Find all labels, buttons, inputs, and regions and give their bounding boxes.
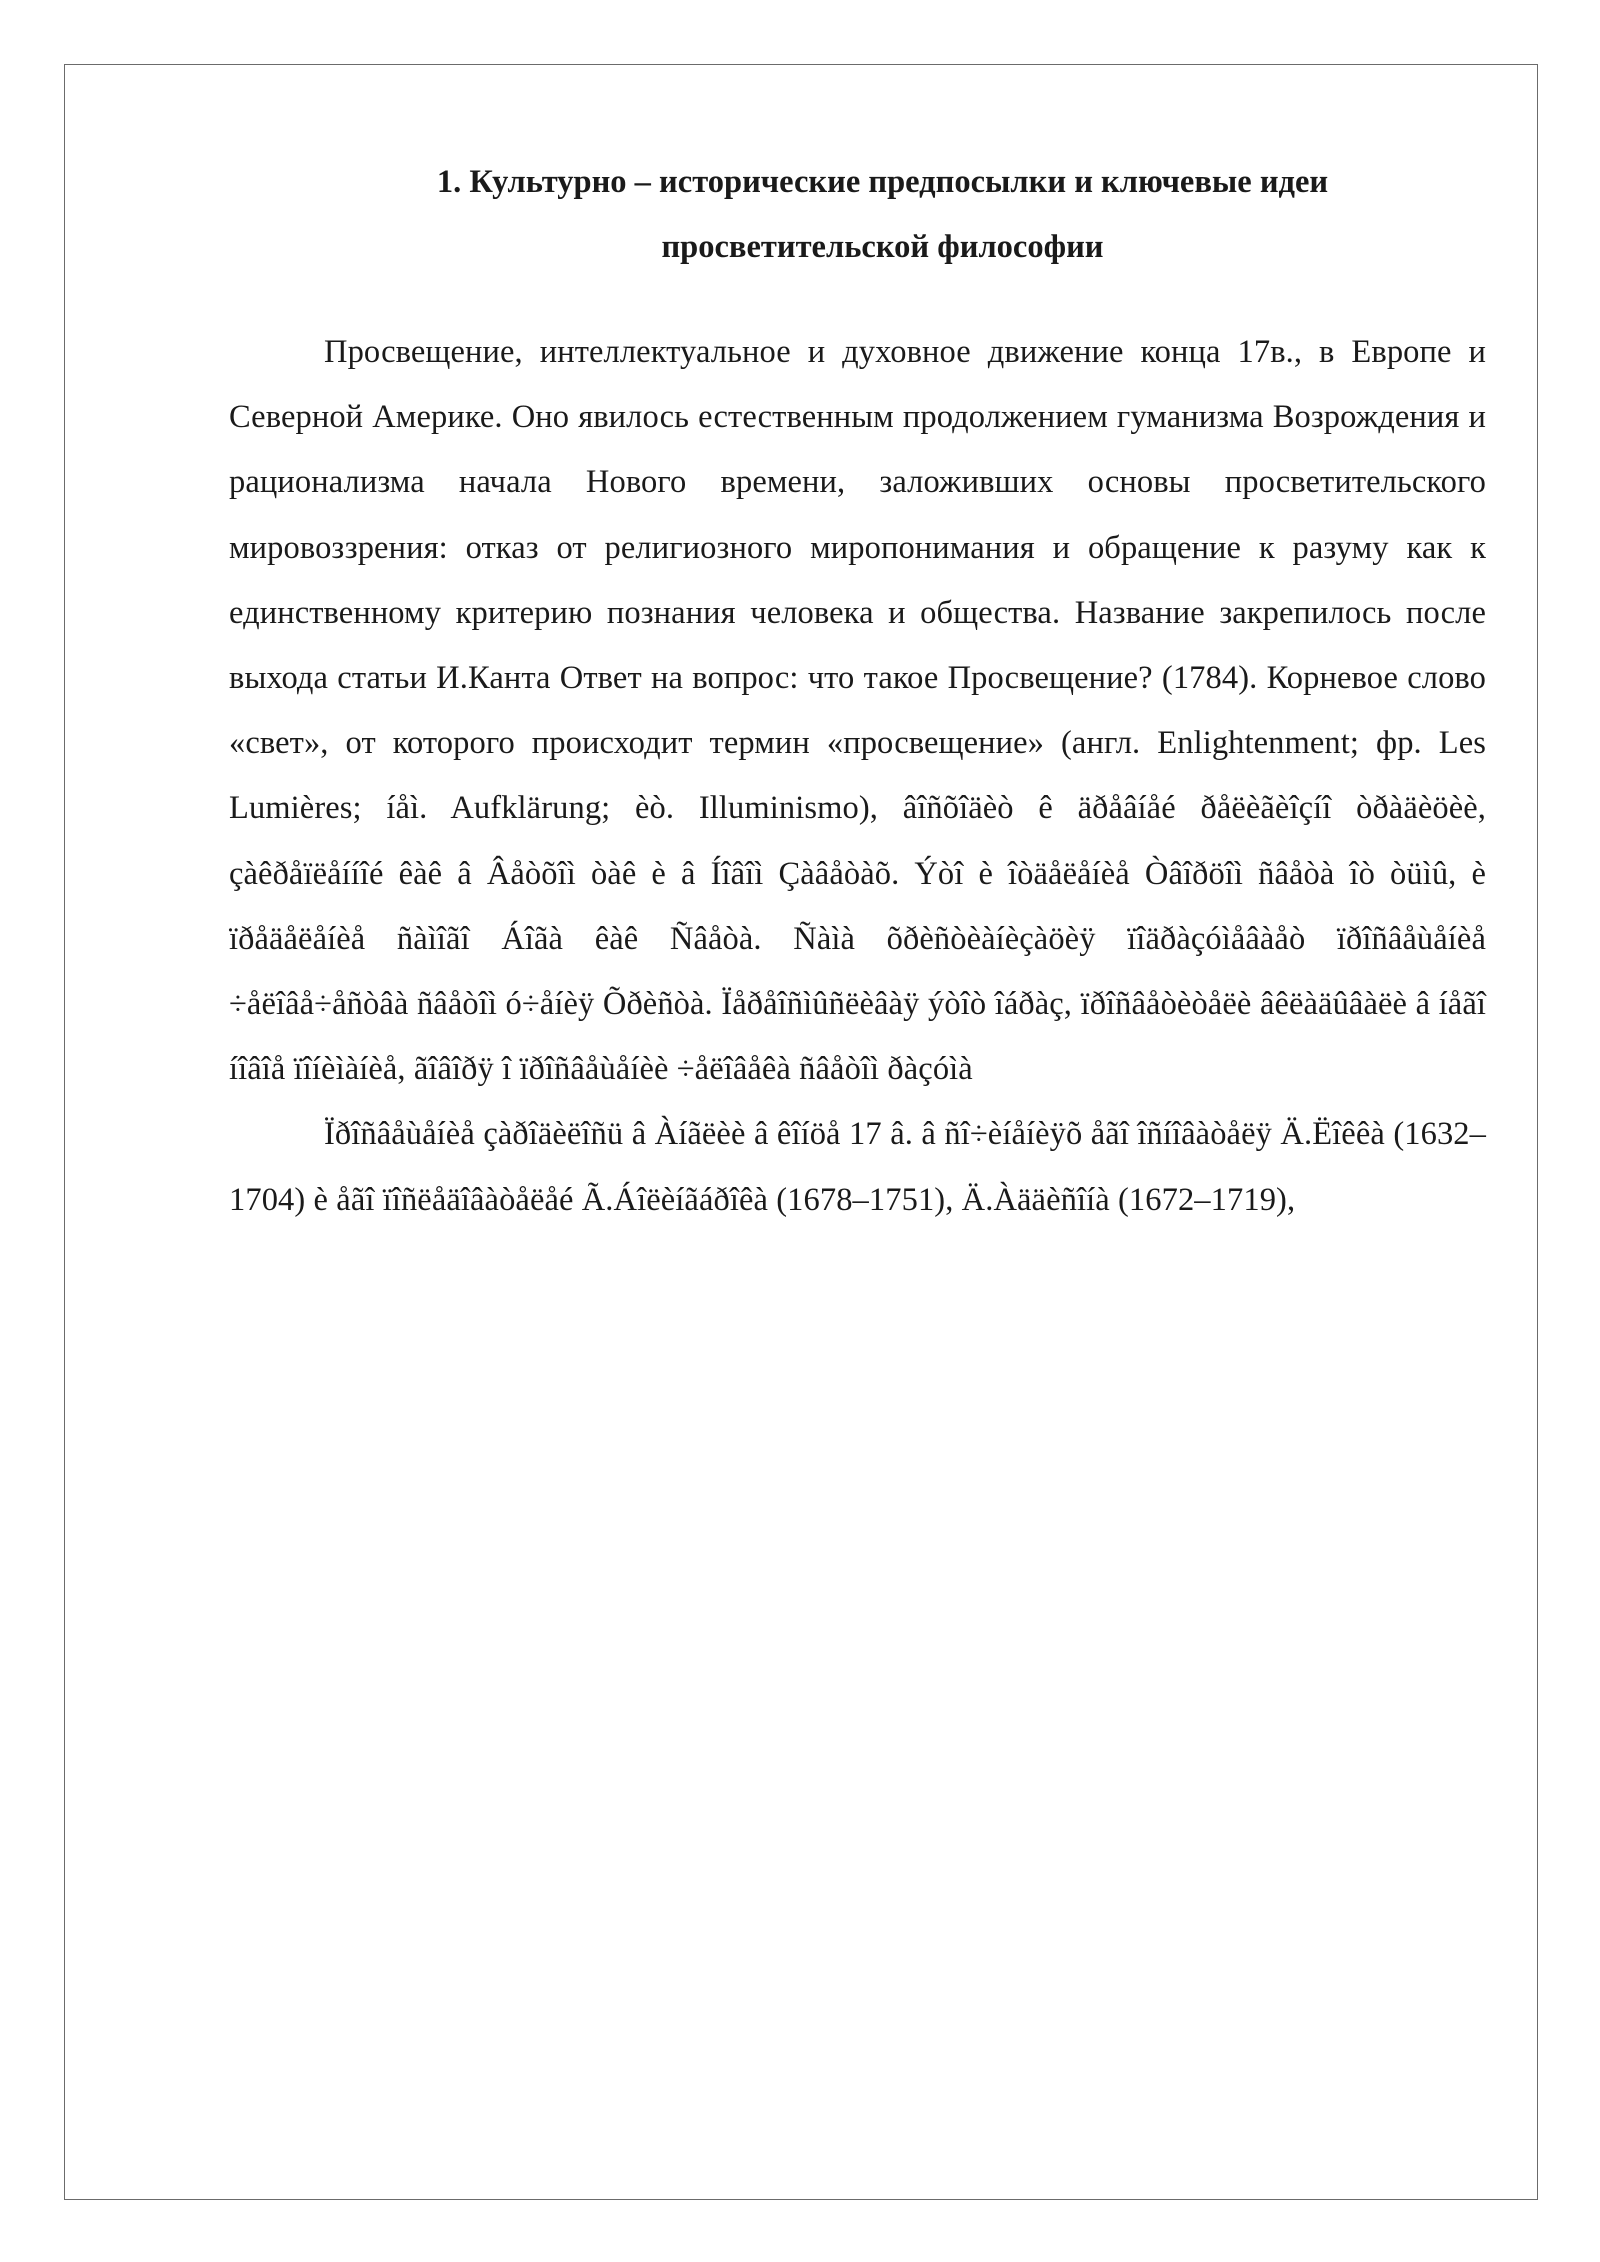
document-body: [229, 150, 1486, 1233]
paragraph-1: Просвещение, интеллектуальное и духовное движение конца 17в., в Европе и Северной Америке. Оно явилось естественным продолжением гуманизма Возрождения и рационализма начала Нового времени, заложивших основы просветительского мировоззрения: отказ от религиозного миропонимания и обращение к разуму как к единственному критерию познания человека и общества. Название закрепилось после выхода статьи И.Канта Ответ на вопрос: что такое Просвещение? (1784). Корневое слово «свет», от которого происходит термин «просвещение» (англ. Enlightenment; фр. Les Lumières; íåì. Aufklärung; èò. Illuminismo), âîñõîäèò ê äðåâíåé ðåëèãèîçíî òðàäèöèè, çàêðåïëåííîé êàê â Âåòõîì òàê è â Íîâîì Çàâåòàõ. Ýòî è îòäåëåíèå Òâîðöîì ñâåòà îò òüìû, è ïðåäåëåíèå ñàìîãî Áîãà êàê Ñâåòà. Ñàìà õðèñòèàíèçàöèÿ ïîäðàçóìåâàåò ïðîñâåùåíèå ÷åëîâå÷åñòâà ñâåòîì ó÷åíèÿ Õðèñòà. Ïåðåîñìûñëèâàÿ ýòîò îáðàç, ïðîñâåòèòåëè âêëàäûâàëè â íåãî íîâîå ïîíèìàíèå, ãîâîðÿ î ïðîñâåùåíèè ÷åëîâåêà ñâåòîì ðàçóìà: [229, 334, 1486, 1088]
title-line-2: просветительской философии: [661, 229, 1104, 265]
title-line-1: 1. Культурно – исторические предпосылки и ключевые идеи: [436, 164, 1329, 200]
paragraph-2: Ïðîñâåùåíèå çàðîäèëîñü â Àíãëèè â êîíöå 17 â. â ñî÷èíåíèÿõ åãî îñíîâàòåëÿ Ä.Ëîêêà (1632–1704) è åãî ïîñëåäîâàòåëåé Ã.Áîëèíãáðîêà (1678–1751), Ä.Àääèñîíà (1672–1719),: [229, 1116, 1486, 1218]
document-title: [229, 150, 1486, 280]
